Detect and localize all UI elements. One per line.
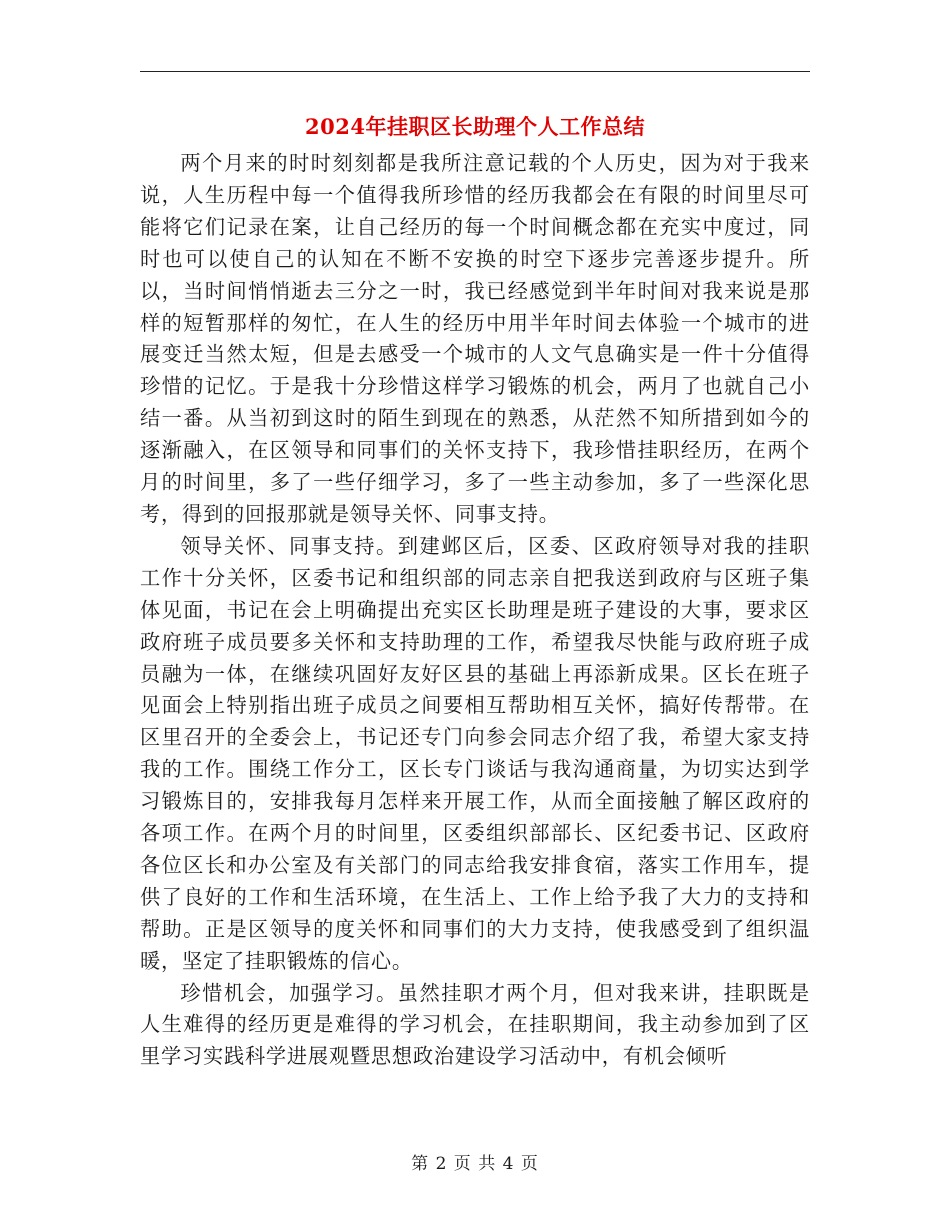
header-rule xyxy=(140,71,810,72)
paragraph-study: 珍惜机会，加强学习。虽然挂职才两个月，但对我来讲，挂职既是人生难得的经历更是难得的学习机会，在挂职期间，我主动参加到了区里学习实践科学进展观暨思想政治建设学习活动中，有机会倾听 xyxy=(140,980,810,1069)
document-body xyxy=(140,148,810,1073)
page-number: 第 2 页 共 4 页 xyxy=(411,1154,539,1174)
paragraph-leadership-support: 领导关怀、同事支持。到建邺区后，区委、区政府领导对我的挂职工作十分关怀，区委书记和组织部的同志亲自把我送到政府与区班子集体见面，书记在会上明确提出充实区长助理是班子建设的大事，要求区政府班子成员要多关怀和支持助理的工作，希望我尽快能与政府班子成员融为一体，在继续巩固好友好区县的基础上再添新成果。区长在班子见面会上特别指出班子成员之间要相互帮助相互关怀，搞好传帮带。在区里召开的全委会上，书记还专门向参会同志介绍了我，希望大家支持我的工作。围绕工作分工，区长专门谈话与我沟通商量，为切实达到学习锻炼目的，安排我每月怎样来开展工作，从而全面接触了解区政府的各项工作。在两个月的时间里，区委组织部部长、区纪委书记、区政府各位区长和办公室及有关部门的同志给我安排食宿，落实工作用车，提供了良好的工作和生活环境，在生活上、工作上给予我了大力的支持和帮助。正是区领导的度关怀和同事们的大力支持，使我感受到了组织温暖，坚定了挂职锻炼的信心。 xyxy=(140,533,810,973)
paragraph-intro: 两个月来的时时刻刻都是我所注意记载的个人历史，因为对于我来说，人生历程中每一个值得我所珍惜的经历我都会在有限的时间里尽可能将它们记录在案，让自己经历的每一个时间概念都在充实中度过，同时也可以使自己的认知在不断不安换的时空下逐步完善逐步提升。所以，当时间悄悄逝去三分之一时，我已经感觉到半年时间对我来说是那样的短暂那样的匆忙，在人生的经历中用半年时间去体验一个城市的进展变迁当然太短，但是去感受一个城市的人文气息确实是一件十分值得珍惜的记忆。于是我十分珍惜这样学习锻炼的机会，两月了也就自己小结一番。从当初到这时的陌生到现在的熟悉，从茫然不知所措到如今的逐渐融入，在区领导和同事们的关怀支持下，我珍惜挂职经历，在两个月的时间里，多了一些仔细学习，多了一些主动参加，多了一些深化思考，得到的回报那就是领导关怀、同事支持。 xyxy=(140,151,810,526)
document-title: 2024年挂职区长助理个人工作总结 xyxy=(305,114,645,139)
